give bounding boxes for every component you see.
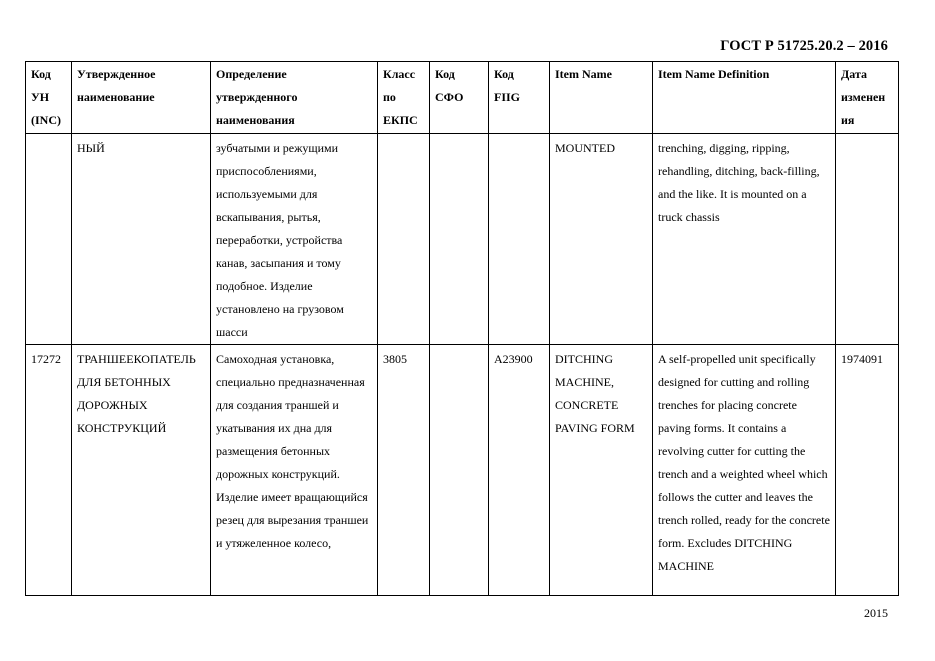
column-header-item-name: Item Name: [550, 62, 653, 134]
cell-class: [378, 134, 430, 345]
page-number: 2015: [864, 606, 888, 620]
column-header-item-name-definition: Item Name Definition: [653, 62, 836, 134]
cell-change-date: 1974091: [836, 345, 899, 596]
table-header-row: [26, 62, 899, 134]
catalog-table: [25, 61, 899, 596]
cell-change-date: [836, 134, 899, 345]
cell-class: 3805: [378, 345, 430, 596]
cell-fiig: A23900: [489, 345, 550, 596]
table-row: [26, 345, 899, 596]
cell-fiig: [489, 134, 550, 345]
cell-sfo: [430, 345, 489, 596]
cell-inc: 17272: [26, 345, 72, 596]
cell-definition-en: trenching, digging, ripping, rehandling, ditching, back-filling, and the like. It is mounted on a truck chassis: [653, 134, 836, 345]
document-standard-header: ГОСТ Р 51725.20.2 – 2016: [720, 38, 888, 54]
column-header-change-date: Дата изменен ия: [836, 62, 899, 134]
cell-inc: [26, 134, 72, 345]
cell-definition-ru: зубчатыми и режущими приспособлениями, используемыми для вскапывания, рытья, переработки, устройства канав, засыпания и тому подобное. Изделие установлено на грузовом шасси: [211, 134, 378, 345]
column-header-fiig: Код FIIG: [489, 62, 550, 134]
column-header-sfo: Код СФО: [430, 62, 489, 134]
cell-approved-name: ТРАНШЕЕКОПАТЕЛЬ ДЛЯ БЕТОННЫХ ДОРОЖНЫХ КОНСТРУКЦИЙ: [72, 345, 211, 596]
column-header-approved-name: Утвержденное наименование: [72, 62, 211, 134]
column-header-class: Класс по ЕКПС: [378, 62, 430, 134]
cell-item-name: DITCHING MACHINE, CONCRETE PAVING FORM: [550, 345, 653, 596]
cell-definition-en: A self-propelled unit specifically designed for cutting and rolling trenches for placing concrete paving forms. It contains a revolving cutter for cutting the trench and a weighted wheel which follows the cutter and leaves the trench rolled, ready for the concrete form. Excludes DITCHING MACHINE: [653, 345, 836, 596]
cell-definition-ru: Самоходная установка, специально предназначенная для создания траншей и укатывания их дна для размещения бетонных дорожных конструкций. Изделие имеет вращающийся резец для вырезания траншеи и утяжеленное колесо,: [211, 345, 378, 596]
column-header-definition-ru: Определение утвержденного наименования: [211, 62, 378, 134]
cell-item-name: MOUNTED: [550, 134, 653, 345]
column-header-inc: Код УН (INC): [26, 62, 72, 134]
cell-approved-name: НЫЙ: [72, 134, 211, 345]
cell-sfo: [430, 134, 489, 345]
table-row: [26, 134, 899, 345]
